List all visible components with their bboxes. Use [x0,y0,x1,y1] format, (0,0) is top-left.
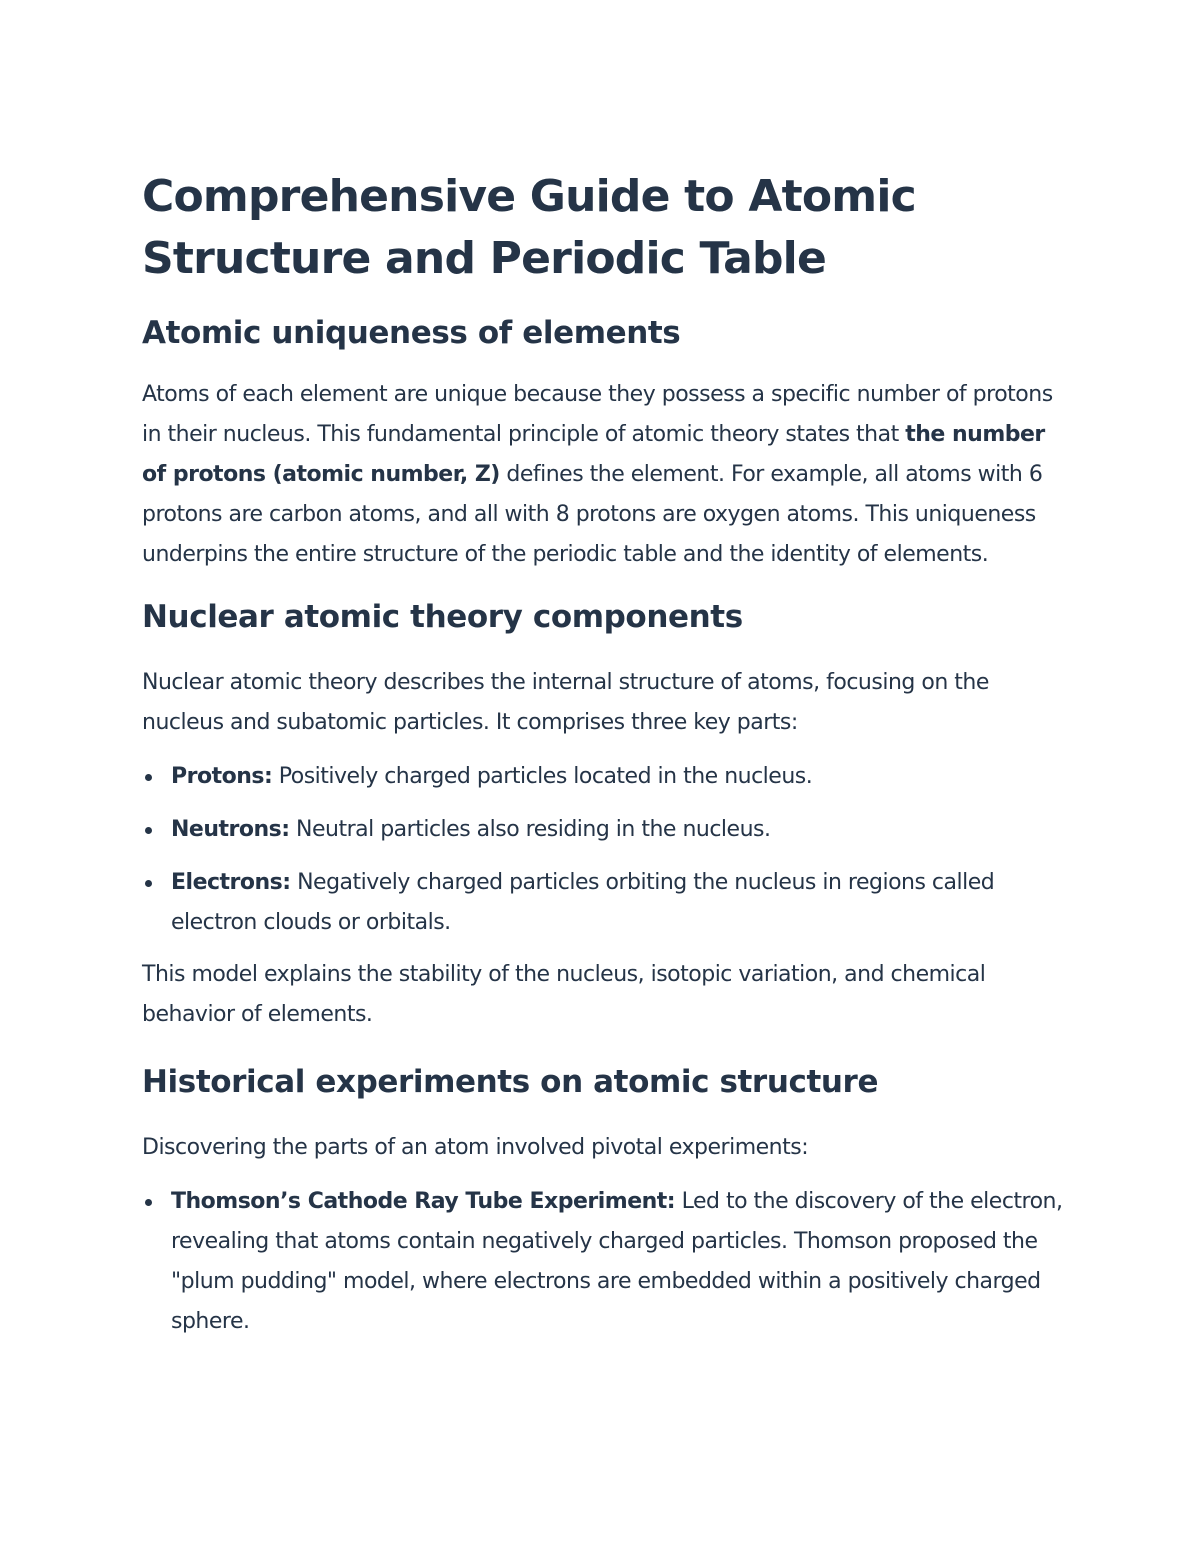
section-heading-historical-experiments: Historical experiments on atomic structure [142,1064,879,1100]
paragraph-text: Atoms of each element are unique because they possess a specific number of protons in their nucleus. This fundamental principle of atomic theory states that [142,382,1053,447]
nuclear-theory-summary: This model explains the stability of the nucleus, isotopic variation, and chemical behavior of elements. [142,962,986,1027]
list-item-electrons [142,863,1067,943]
list-item-thomson [142,1182,1067,1342]
list-item-term: Electrons: [171,870,291,895]
historical-experiments-intro: Discovering the parts of an atom involved pivotal experiments: [142,1135,809,1160]
section-heading-atomic-uniqueness: Atomic uniqueness of elements [142,315,681,351]
list-item-text: Positively charged particles located in the nucleus. [272,764,813,789]
list-item-term: Neutrons: [171,817,290,842]
list-item-protons [142,757,1067,797]
atomic-uniqueness-paragraph [142,375,1067,575]
list-item-term: Protons: [171,764,273,789]
experiment-list [142,1182,1067,1342]
section-heading-nuclear-theory: Nuclear atomic theory components [142,599,743,635]
bullet-icon [145,827,152,834]
document-title: Comprehensive Guide to Atomic Structure and Periodic Table [142,171,916,284]
list-item-text: Neutral particles also residing in the nucleus. [289,817,771,842]
particle-list [142,757,1067,943]
bullet-icon [145,774,152,781]
paragraph-bold-text: the number of protons (atomic number, Z) [142,422,1045,487]
nuclear-theory-intro: Nuclear atomic theory describes the internal structure of atoms, focusing on the nucleus and subatomic particles. It comprises three key parts: [142,670,989,735]
bullet-icon [145,880,152,887]
list-item-text: Negatively charged particles orbiting the nucleus in regions called electron clouds or orbitals. [171,870,995,935]
document-page [142,166,1067,1342]
paragraph-text: defines the element. For example, all atoms with 6 protons are carbon atoms, and all with 8 protons are oxygen atoms. This uniqueness underpins the entire structure of the periodic table and the identity of elements. [142,462,1043,567]
list-item-term: Thomson’s Cathode Ray Tube Experiment: [171,1189,676,1214]
list-item-neutrons [142,810,1067,850]
bullet-icon [145,1199,152,1206]
list-item-text: Led to the discovery of the electron, revealing that atoms contain negatively charged particles. Thomson proposed the "plum pudding" model, where electrons are embedded within a positively charged sphere. [171,1189,1063,1334]
